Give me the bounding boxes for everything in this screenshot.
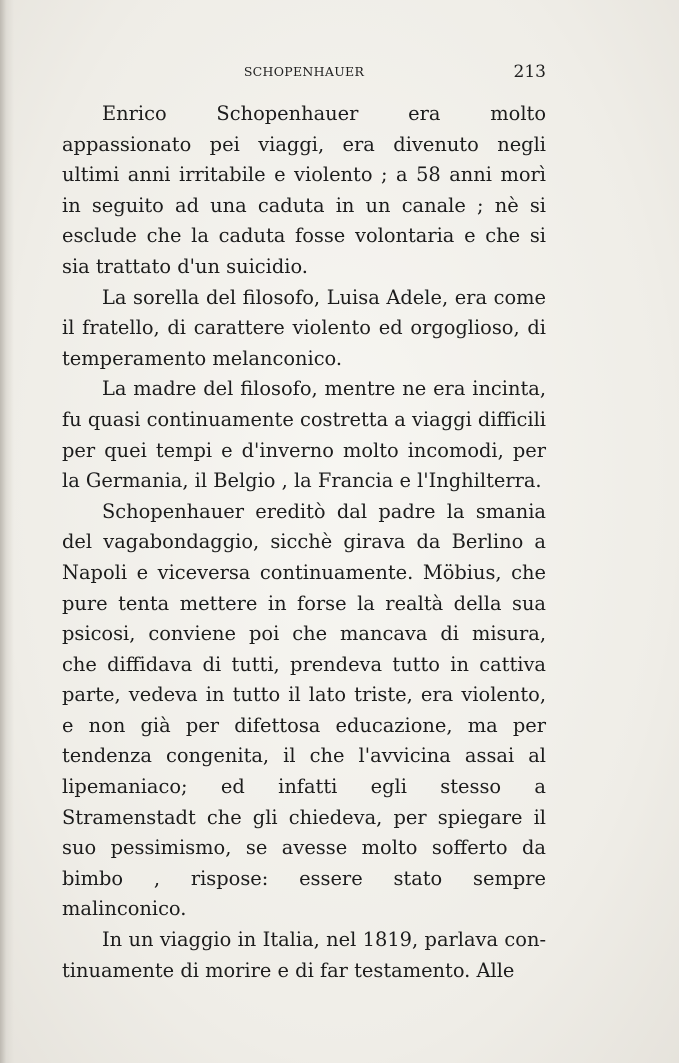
body-text xyxy=(62,99,546,986)
binding-edge-shadow xyxy=(0,0,14,1063)
paragraph-2: La sorella del filosofo, Luisa Adele, era come il fratello, di carattere violento ed orgoglioso, di temperamento melanconico. xyxy=(62,285,546,370)
page-number: 213 xyxy=(513,62,546,82)
running-head xyxy=(62,62,546,82)
paragraph-3: La madre del filosofo, mentre ne era incinta, fu quasi continuamente costretta a viaggi difficili per quei tempi e d'inverno molto incomodi, per la Germania, il Belgio , la Francia e l'Inghilterra. xyxy=(62,377,546,493)
paragraph-5: In un viaggio in Italia, nel 1819, parlava continuamente di morire e di far testamento. Alle xyxy=(62,928,546,982)
paragraph-4: Schopenhauer ereditò dal padre la smania del vagabondaggio, sicchè girava da Berlino a Napoli e viceversa continuamente. Möbius, che pure tenta mettere in forse la realtà della sua psicosi, conviene poi che mancava di misura, che diffidava di tutti, prendeva tutto in cattiva parte, vedeva in tutto il lato triste, era violento, e non già per difettosa educazione, ma per tendenza congenita, il che l'avvicina assai al lipemaniaco; ed infatti egli stesso a Stramenstadt che gli chiedeva, per spiegare il suo pessimismo, se avesse molto sofferto da bimbo , rispose: essere stato sempre malinconico. xyxy=(62,499,546,921)
running-title: SCHOPENHAUER xyxy=(243,64,365,79)
paragraph-1: Enrico Schopenhauer era molto appassionato pei viaggi, era divenuto negli ultimi anni irritabile e violento ; a 58 anni morì in seguito ad una caduta in un canale ; nè si esclude che la caduta fosse volontaria e che si sia trattato d'un suicidio. xyxy=(62,102,546,278)
